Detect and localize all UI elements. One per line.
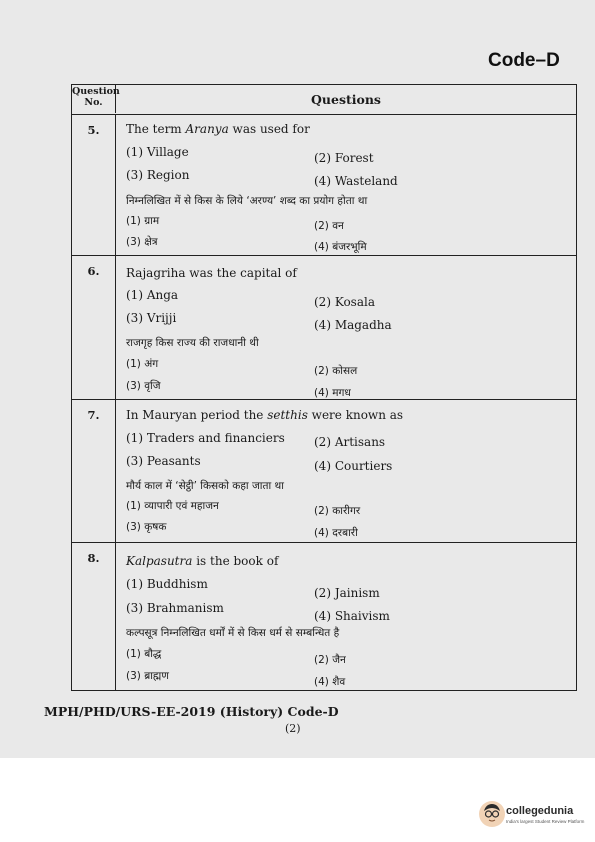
collegedunia-brand[interactable]	[479, 801, 585, 831]
option-1: (1) Village	[126, 145, 189, 159]
question-body	[122, 115, 570, 255]
option-1: (1) Anga	[126, 288, 179, 302]
question-table	[71, 84, 577, 691]
question-stem-hindi: मौर्य काल में ‘सेट्ठी’ किसको कहा जाता था	[126, 480, 284, 492]
question-body	[122, 256, 570, 399]
option-3-hindi: (3) कृषक	[126, 521, 167, 533]
option-4: (4) Wasteland	[314, 174, 398, 188]
option-1-hindi: (1) बौद्ध	[126, 648, 162, 660]
option-4-hindi: (4) शैव	[314, 676, 346, 688]
table-header	[72, 85, 576, 115]
question-stem: Kalpasutra is the book of	[126, 554, 279, 568]
option-2-hindi: (2) जैन	[314, 654, 346, 666]
option-1-hindi: (1) अंग	[126, 358, 159, 370]
option-4: (4) Shaivism	[314, 609, 390, 623]
page-number: (2)	[285, 722, 301, 735]
option-2: (2) Artisans	[314, 435, 386, 449]
mascot-logo-icon	[479, 801, 505, 827]
question-body	[122, 543, 570, 690]
question-number: 5.	[72, 115, 116, 255]
option-1: (1) Buddhism	[126, 577, 208, 591]
code-label: Code–D	[488, 50, 560, 71]
question-row	[72, 400, 576, 543]
brand-name: collegedunia	[506, 805, 574, 817]
option-4-hindi: (4) मगध	[314, 387, 351, 399]
question-body	[122, 400, 570, 542]
option-1-hindi: (1) व्यापारी एवं महाजन	[126, 500, 219, 512]
exam-footer: MPH/PHD/URS-EE-2019 (History) Code-D	[44, 704, 339, 719]
option-4: (4) Magadha	[314, 318, 392, 332]
option-3-hindi: (3) क्षेत्र	[126, 236, 158, 248]
option-2: (2) Kosala	[314, 295, 375, 309]
question-number: 7.	[72, 400, 116, 542]
option-1-hindi: (1) ग्राम	[126, 215, 160, 227]
question-stem: In Mauryan period the setthis were known as	[126, 408, 404, 422]
option-4: (4) Courtiers	[314, 459, 393, 473]
question-number: 8.	[72, 543, 116, 690]
option-3-hindi: (3) ब्राह्मण	[126, 670, 169, 682]
option-3-hindi: (3) वृजि	[126, 380, 161, 392]
question-row	[72, 256, 576, 400]
option-3: (3) Region	[126, 168, 190, 182]
option-3: (3) Brahmanism	[126, 601, 224, 615]
option-1: (1) Traders and financiers	[126, 431, 285, 445]
header-questions: Questions	[311, 92, 381, 107]
question-stem-hindi: राजगृह किस राज्य की राजधानी थी	[126, 337, 259, 349]
option-2-hindi: (2) वन	[314, 220, 344, 232]
option-2: (2) Forest	[314, 151, 374, 165]
option-2-hindi: (2) कारीगर	[314, 505, 361, 517]
option-4-hindi: (4) बंजरभूमि	[314, 241, 367, 253]
question-row	[72, 115, 576, 256]
option-2-hindi: (2) कोसल	[314, 365, 358, 377]
option-3: (3) Vrijji	[126, 311, 177, 325]
question-number: 6.	[72, 256, 116, 399]
option-2: (2) Jainism	[314, 586, 380, 600]
option-3: (3) Peasants	[126, 454, 201, 468]
question-stem: The term Aranya was used for	[126, 122, 310, 136]
header-question-no: Question No.	[72, 85, 116, 113]
option-4-hindi: (4) दरबारी	[314, 527, 358, 539]
brand-tagline: India's largest Student Review Platform	[506, 819, 585, 824]
question-stem: Rajagriha was the capital of	[126, 266, 297, 280]
question-stem-hindi: निम्नलिखित में से किस के लिये ‘अरण्य’ शब्द का प्रयोग होता था	[126, 195, 368, 207]
question-stem-hindi: कल्पसूत्र निम्नलिखित धर्मों में से किस धर्म से सम्बन्धित है	[126, 627, 340, 639]
question-row	[72, 543, 576, 690]
